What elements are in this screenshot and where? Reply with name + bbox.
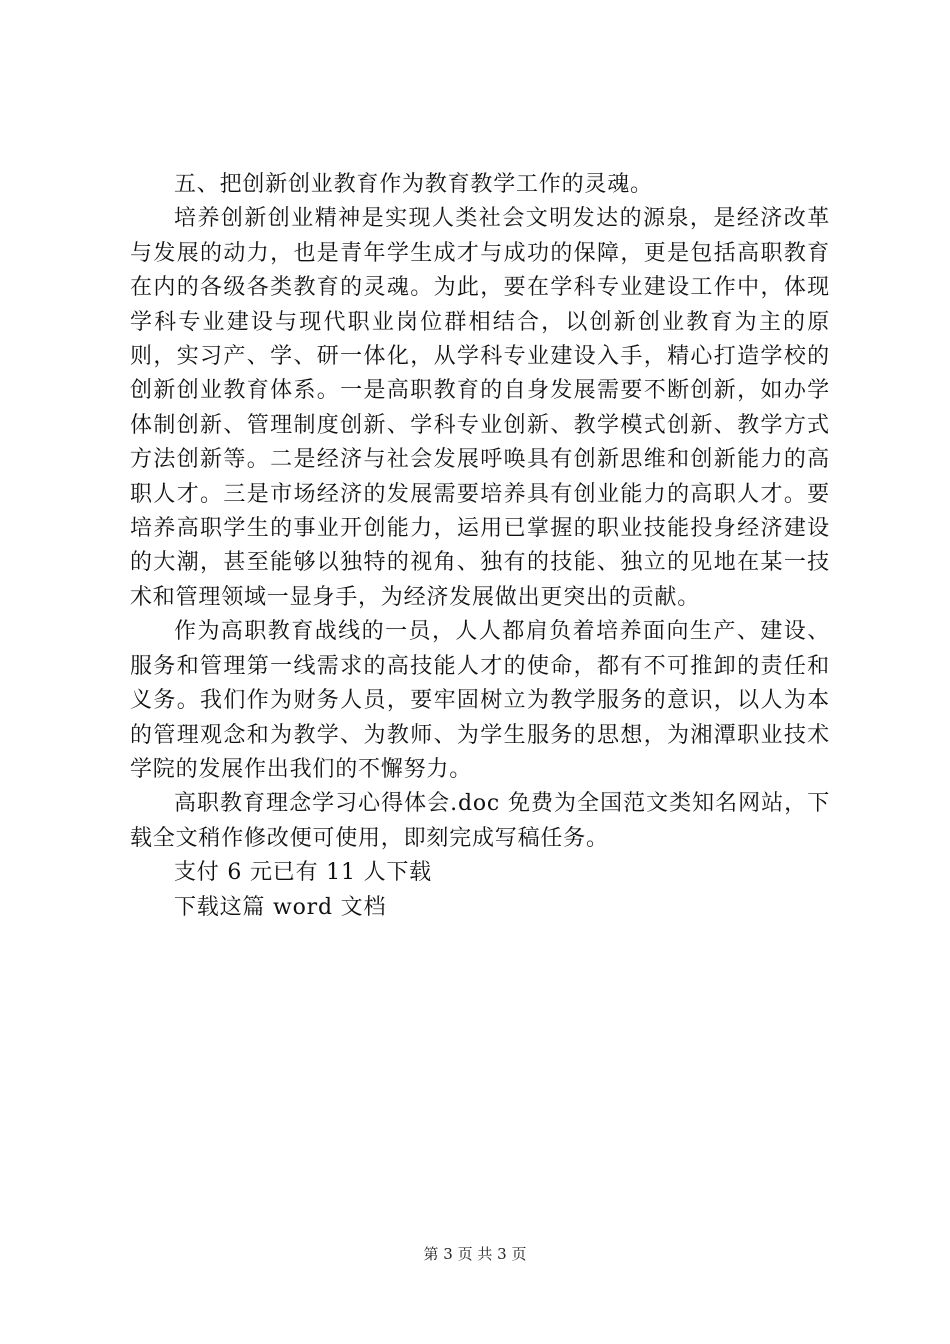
document-body: [130, 168, 830, 925]
body-paragraph: 作为高职教育战线的一员，人人都肩负着培养面向生产、建设、服务和管理第一线需求的高技能人才的使命，都有不可推卸的责任和义务。我们作为财务人员，要牢固树立为教学服务的意识，以人为本的管理观念和为教学、为教师、为学生服务的思想，为湘潭职业技术学院的发展作出我们的不懈努力。: [130, 619, 830, 782]
download-link[interactable]: 下载这篇 word 文档: [174, 894, 387, 920]
promo-paragraph: 高职教育理念学习心得体会.doc 免费为全国范文类知名网站，下载全文稍作修改便可使用，即刻完成写稿任务。: [130, 791, 830, 851]
section-heading: 五、把创新创业教育作为教育教学工作的灵魂。: [174, 172, 653, 197]
page-number: 第 3 页 共 3 页: [423, 1245, 527, 1263]
payment-info-text: 支付 6 元已有 11 人下载: [174, 860, 432, 886]
body-paragraph: 培养创新创业精神是实现人类社会文明发达的源泉，是经济改革与发展的动力，也是青年学生成才与成功的保障，更是包括高职教育在内的各级各类教育的灵魂。为此，要在学科专业建设工作中，体现学科专业建设与现代职业岗位群相结合，以创新创业教育为主的原则，实习产、学、研一体化，从学科专业建设入手，精心打造学校的创新创业教育体系。一是高职教育的自身发展需要不断创新，如办学体制创新、管理制度创新、学科专业创新、教学模式创新、教学方式方法创新等。二是经济与社会发展呼唤具有创新思维和创新能力的高职人才。三是市场经济的发展需要培养具有创业能力的高职人才。要培养高职学生的事业开创能力，运用已掌握的职业技能投身经济建设的大潮，甚至能够以独特的视角、独有的技能、独立的见地在某一技术和管理领域一显身手，为经济发展做出更突出的贡献。: [130, 206, 830, 610]
